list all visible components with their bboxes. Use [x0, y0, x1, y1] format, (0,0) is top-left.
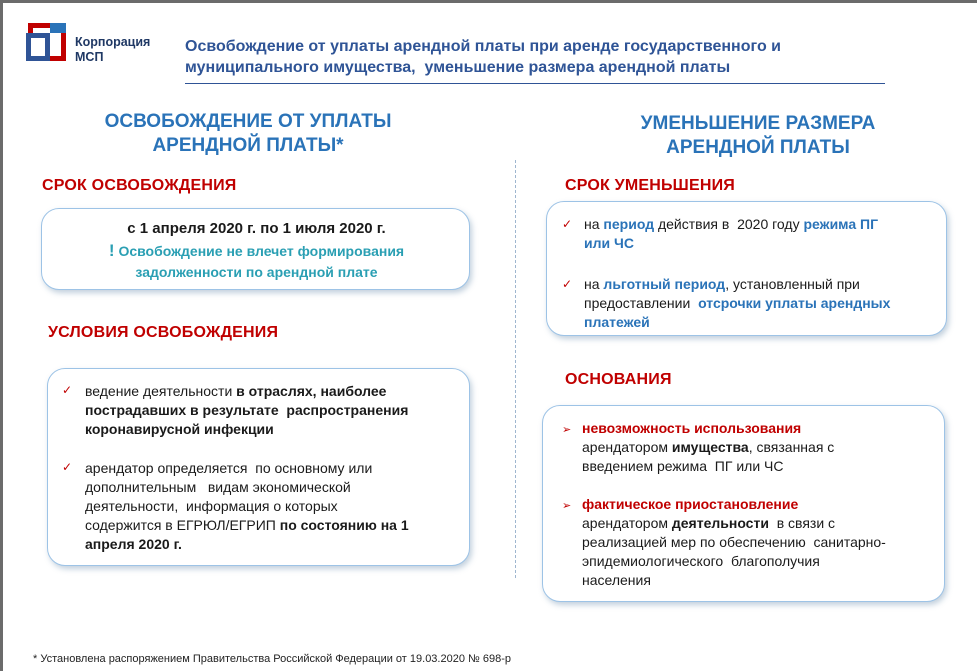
logo-line-1: Корпорация [75, 35, 151, 49]
p2-l1-b: льготный период [603, 276, 726, 292]
p2-l1-c: , установленный при [725, 276, 860, 292]
left-conditions-box [47, 368, 470, 566]
logo-text [75, 35, 150, 65]
left-conditions-heading: УСЛОВИЯ ОСВОБОЖДЕНИЯ [48, 324, 279, 341]
left-period-note-line-2: задолженности по арендной плате [135, 264, 378, 280]
frame-left-border [0, 0, 3, 671]
p1-l1-a: на [584, 216, 604, 232]
cond1-l3: коронавирусной инфекции [85, 421, 274, 437]
left-period-heading: СРОК ОСВОБОЖДЕНИЯ [42, 177, 237, 194]
p1-l1-b: период [603, 216, 655, 232]
p1-l1-c: действия в 2020 году [654, 216, 804, 232]
check-icon: ✓ [62, 460, 73, 474]
p2-l2-a: предоставлении [584, 295, 699, 311]
cond2-l2: дополнительным видам экономической [85, 479, 351, 495]
cond2-l3: деятельности, информация о которых [85, 498, 338, 514]
cond2-l4-b: по состоянию на 1 [279, 517, 409, 533]
right-column-title [578, 112, 938, 160]
ground-item-1 [582, 419, 942, 476]
right-period-heading: СРОК УМЕНЬШЕНИЯ [565, 177, 735, 194]
right-grounds-heading: ОСНОВАНИЯ [565, 371, 672, 388]
check-icon: ✓ [562, 217, 573, 231]
g1-l2-b: имущества [671, 439, 749, 455]
column-divider [515, 160, 516, 578]
left-period-dates: с 1 апреля 2020 г. по 1 июля 2020 г. [127, 220, 386, 237]
cond2-l4-a: содержится в ЕГРЮЛ/ЕГРИП [85, 517, 280, 533]
arrow-bullet-icon: ➢ [562, 424, 572, 436]
p2-l2-b: отсрочки уплаты арендных [698, 295, 891, 311]
p2-l1-a: на [584, 276, 604, 292]
g2-l2-b: деятельности [671, 515, 769, 531]
p1-l1-d: режима ПГ [803, 216, 879, 232]
footnote: * Установлена распоряжением Правительства Российской Федерации от 19.03.2020 № 698-р [33, 653, 512, 665]
page-title-line-1: Освобождение от уплаты арендной платы при аренде государственного и [185, 38, 781, 55]
g1-l2-c: , связанная с [748, 439, 835, 455]
corporation-logo [26, 21, 68, 63]
right-title-line-1: УМЕНЬШЕНИЕ РАЗМЕРА [640, 113, 876, 134]
arrow-bullet-icon: ➢ [562, 500, 572, 512]
header-rule [185, 83, 885, 84]
g2-l3: реализацией мер по обеспечению санитарно- [582, 534, 886, 550]
p1-l2: или ЧС [584, 235, 634, 251]
check-icon: ✓ [62, 383, 73, 397]
page-title [185, 36, 885, 78]
left-period-note-line-1: Освобождение не влечет формирования [118, 243, 405, 259]
g1-l1: невозможность использования [582, 420, 802, 436]
g1-l3: введением режима ПГ или ЧС [582, 458, 784, 474]
left-period-note [42, 241, 471, 261]
right-title-line-2: АРЕНДНОЙ ПЛАТЫ [666, 137, 850, 158]
logo-line-2: МСП [75, 50, 104, 64]
g2-l4: эпидемиологического благополучия [582, 553, 820, 569]
page-title-line-2: муниципального имущества, уменьшение размера арендной платы [185, 59, 731, 76]
g2-l2-a: арендатором [582, 515, 672, 531]
cond1-l1-b: в отраслях, наиболее [236, 383, 387, 399]
right-grounds-box [542, 405, 945, 602]
left-period-box [41, 208, 470, 290]
p2-l3: платежей [584, 314, 650, 330]
right-period-box [546, 201, 947, 336]
reduction-period-item-1 [584, 215, 944, 253]
cond2-l1: арендатор определяется по основному или [85, 460, 373, 476]
g2-l5: населения [582, 572, 651, 588]
ground-item-2 [582, 495, 942, 590]
check-icon: ✓ [562, 277, 573, 291]
g2-l2-c: в связи с [768, 515, 836, 531]
frame-top-border [0, 0, 977, 3]
cond1-l1-a: ведение деятельности [85, 383, 237, 399]
cond2-l5: апреля 2020 г. [85, 536, 182, 552]
left-title-line-2: АРЕНДНОЙ ПЛАТЫ* [152, 135, 344, 156]
condition-item-1 [85, 382, 465, 439]
g1-l2-a: арендатором [582, 439, 672, 455]
reduction-period-item-2 [584, 275, 944, 332]
cond1-l2: пострадавших в результате распространения [85, 402, 409, 418]
condition-item-2 [85, 459, 465, 554]
left-title-line-1: ОСВОБОЖДЕНИЕ ОТ УПЛАТЫ [104, 111, 392, 132]
left-column-title [58, 110, 438, 158]
warning-mark-icon: ! [108, 241, 115, 260]
g2-l1: фактическое приостановление [582, 496, 799, 512]
